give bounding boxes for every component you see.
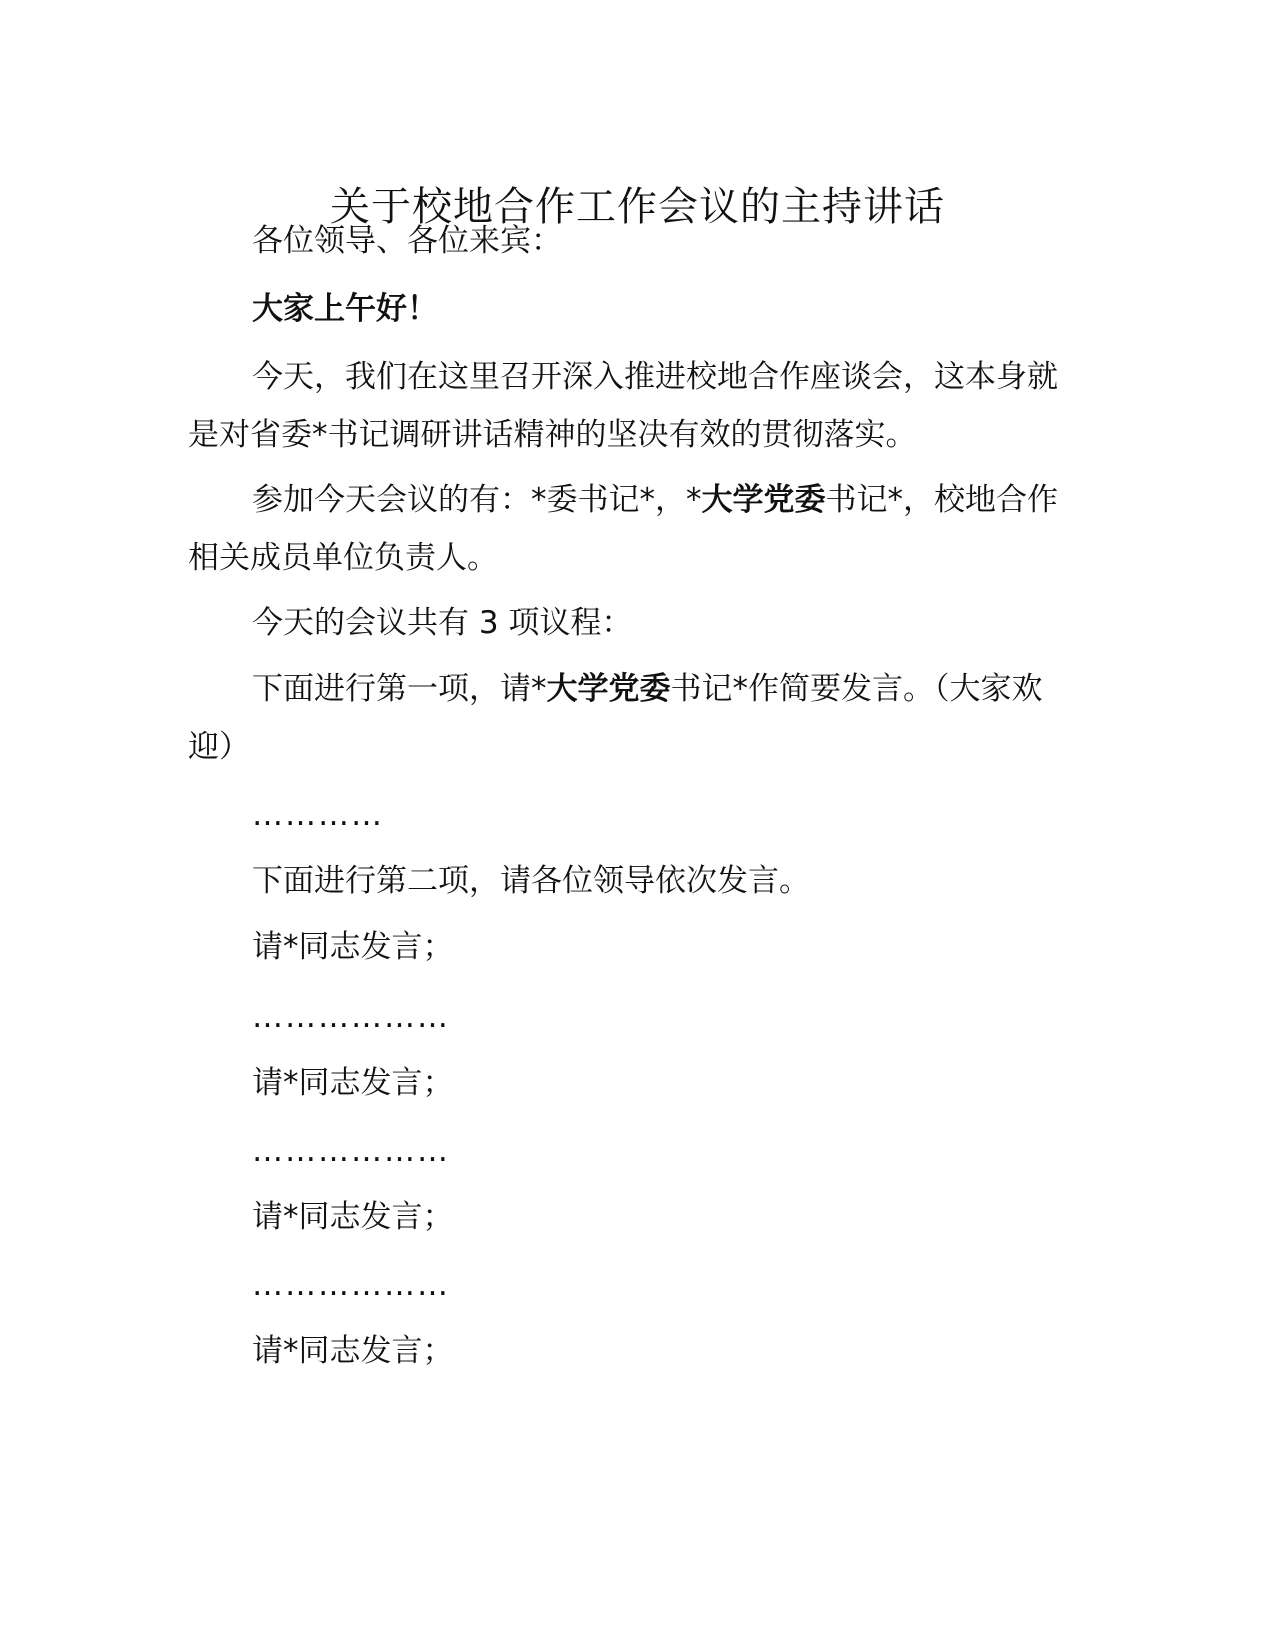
speaker-line-4: 请*同志发言； (252, 1333, 454, 1369)
document-title: 关于校地合作工作会议的主持讲话 (330, 183, 945, 230)
ellipsis-3: ……………… (252, 1133, 450, 1169)
opening-paragraph: 今天，我们在这里召开深入推进校地合作座谈会，这本身就是对省委*书记调研讲话精神的坚决有效的贯彻落实。 (188, 359, 1058, 453)
agenda-one-text-2: 书记*作简要发言。（大家欢迎） (188, 671, 1043, 765)
speaker-line-1: 请*同志发言； (252, 929, 454, 965)
salutation: 各位领导、各位来宾： (252, 223, 562, 259)
ellipsis-2: ……………… (252, 999, 450, 1035)
agenda-one-text-1: 下面进行第一项，请* (252, 671, 547, 707)
greeting: 大家上午好！ (252, 291, 438, 327)
speaker-line-3: 请*同志发言； (252, 1199, 454, 1235)
speaker-line-2: 请*同志发言； (252, 1065, 454, 1101)
ellipsis-4: ……………… (252, 1267, 450, 1303)
attendees-text-2: 书记*，校地合作相关成员单位负责人。 (188, 482, 1058, 576)
agenda-item-one (188, 660, 1088, 776)
agenda-count: 今天的会议共有 3 项议程： (252, 605, 633, 641)
attendees-paragraph (188, 471, 1088, 587)
agenda-item-two: 下面进行第二项，请各位领导依次发言。 (252, 863, 810, 899)
agenda-one-bold-university: 大学党委 (546, 671, 671, 707)
attendees-text-1: 参加今天会议的有：*委书记*，* (252, 482, 702, 518)
attendees-bold-university: 大学党委 (701, 482, 826, 518)
ellipsis-1: ………… (252, 797, 384, 833)
